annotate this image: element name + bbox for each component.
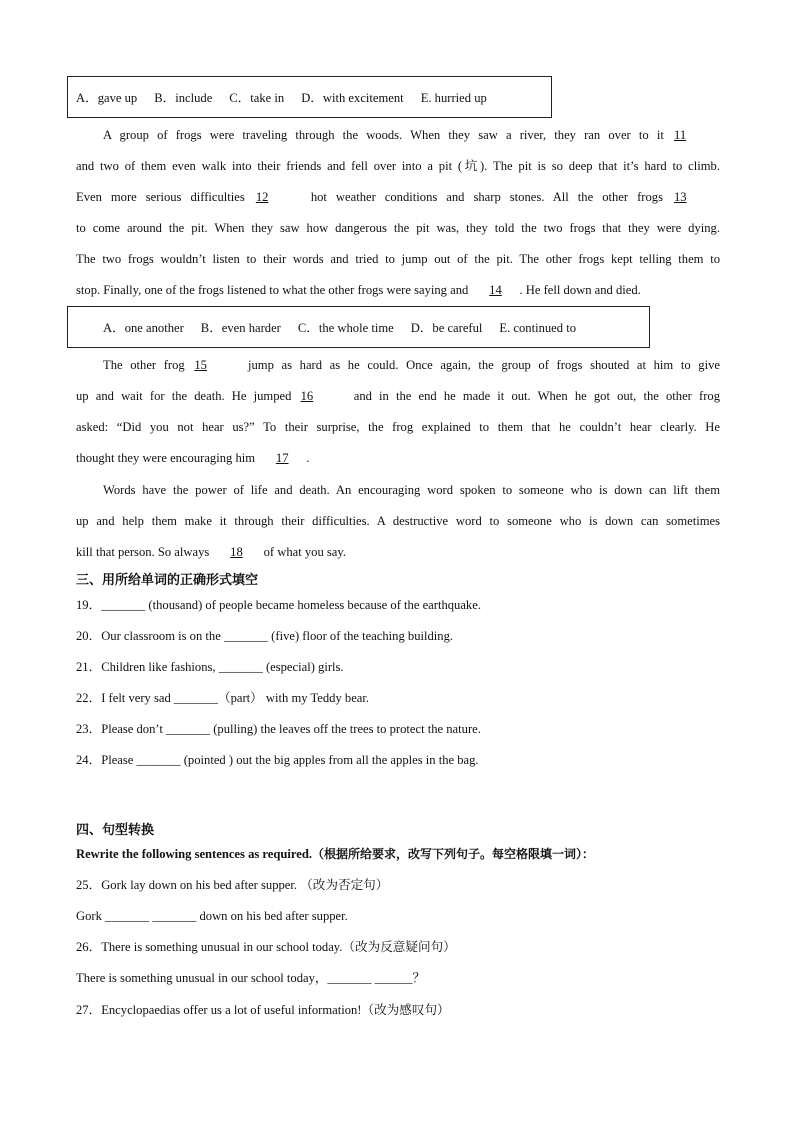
section-4-instruction: Rewrite the following sentences as required.（根据所给要求，改写下列句子。每空格限填一词）： xyxy=(76,847,595,861)
passage-line: Even more serious difficulties 12 hot weather conditions and sharp stones. All the other frogs 13 xyxy=(76,189,720,205)
question-20: 20．Our classroom is on the _______ (five) floor of the teaching building. xyxy=(76,629,454,643)
question-19: 19．_______ (thousand) of people became homeless because of the earthquake. xyxy=(76,598,481,612)
option: A．one another xyxy=(103,321,184,335)
passage-line: kill that person. So always 18 of what you say. xyxy=(76,545,347,559)
question-23: 23．Please don’t _______ (pulling) the leaves off the trees to protect the nature. xyxy=(76,722,481,736)
answer-line-26: There is something unusual in our school today，_______ ______？ xyxy=(76,971,426,985)
passage-line: A group of frogs were traveling through the woods. When they saw a river, they ran over to it 11 xyxy=(103,127,720,143)
answer-line-25: Gork _______ _______ down on his bed after supper. xyxy=(76,909,348,923)
passage-line: to come around the pit. When they saw how dangerous the pit was, they told the two frogs that they were dying. xyxy=(76,221,720,235)
answer-blank[interactable]: 11 xyxy=(674,128,687,142)
option: B．even harder xyxy=(200,321,281,335)
passage-line: stop. Finally, one of the frogs listened to what the other frogs were saying and 14 . He fell down and died. xyxy=(76,283,641,297)
passage-line: and two of them even walk into their friends and fell over into a pit (坑). The pit is so deep that it’s hard to climb. xyxy=(76,159,720,173)
question-25: 25．Gork lay down on his bed after supper. （改为否定句） xyxy=(76,878,389,892)
option: E. continued to xyxy=(499,321,577,335)
passage-line: The two frogs wouldn’t listen to their words and tried to jump out of the pit. The other frogs kept telling them to xyxy=(76,252,720,266)
answer-blank[interactable]: 13 xyxy=(674,190,687,204)
question-22: 22．I felt very sad _______（part） with my Teddy bear. xyxy=(76,691,370,705)
option: C．take in xyxy=(229,91,285,105)
options-row-1 xyxy=(76,90,487,106)
option: D．with excitement xyxy=(301,91,404,105)
question-26: 26．There is something unusual in our school today.（改为反意疑问句） xyxy=(76,940,456,954)
section-4-title: 四、句型转换 xyxy=(76,823,155,838)
passage-line: up and help them make it through their difficulties. A destructive word to someone who is down can sometimes xyxy=(76,514,720,528)
option: A．gave up xyxy=(76,91,138,105)
answer-blank[interactable]: 14 xyxy=(489,283,502,297)
question-27: 27．Encyclopaedias offer us a lot of useful information!（改为感叹句） xyxy=(76,1003,450,1017)
question-21: 21．Children like fashions, _______ (especial) girls. xyxy=(76,660,344,674)
passage-line: Words have the power of life and death. An encouraging word spoken to someone who is down can lift them xyxy=(103,483,720,497)
answer-blank[interactable]: 12 xyxy=(255,190,269,204)
answer-blank[interactable]: 15 xyxy=(194,358,207,372)
option: D．be careful xyxy=(410,321,483,335)
options-row-2 xyxy=(103,320,576,336)
option: B．include xyxy=(154,91,213,105)
answer-blank[interactable]: 16 xyxy=(300,389,314,403)
answer-blank[interactable]: 17 xyxy=(275,451,289,465)
section-3-title: 三、用所给单词的正确形式填空 xyxy=(76,573,259,588)
option: E. hurried up xyxy=(420,91,487,105)
option: C．the whole time xyxy=(297,321,394,335)
passage-line: thought they were encouraging him 17 . xyxy=(76,451,310,465)
answer-blank[interactable]: 18 xyxy=(230,545,243,559)
question-24: 24．Please _______ (pointed ) out the big apples from all the apples in the bag. xyxy=(76,753,479,767)
passage-line: The other frog 15 jump as hard as he could. Once again, the group of frogs shouted at him to give xyxy=(103,358,720,372)
passage-line: up and wait for the death. He jumped 16 and in the end he made it out. When he got out, the other frog xyxy=(76,389,720,403)
passage-line: asked: “Did you not hear us?” To their surprise, the frog explained to them that he couldn’t hear clearly. He xyxy=(76,420,720,434)
